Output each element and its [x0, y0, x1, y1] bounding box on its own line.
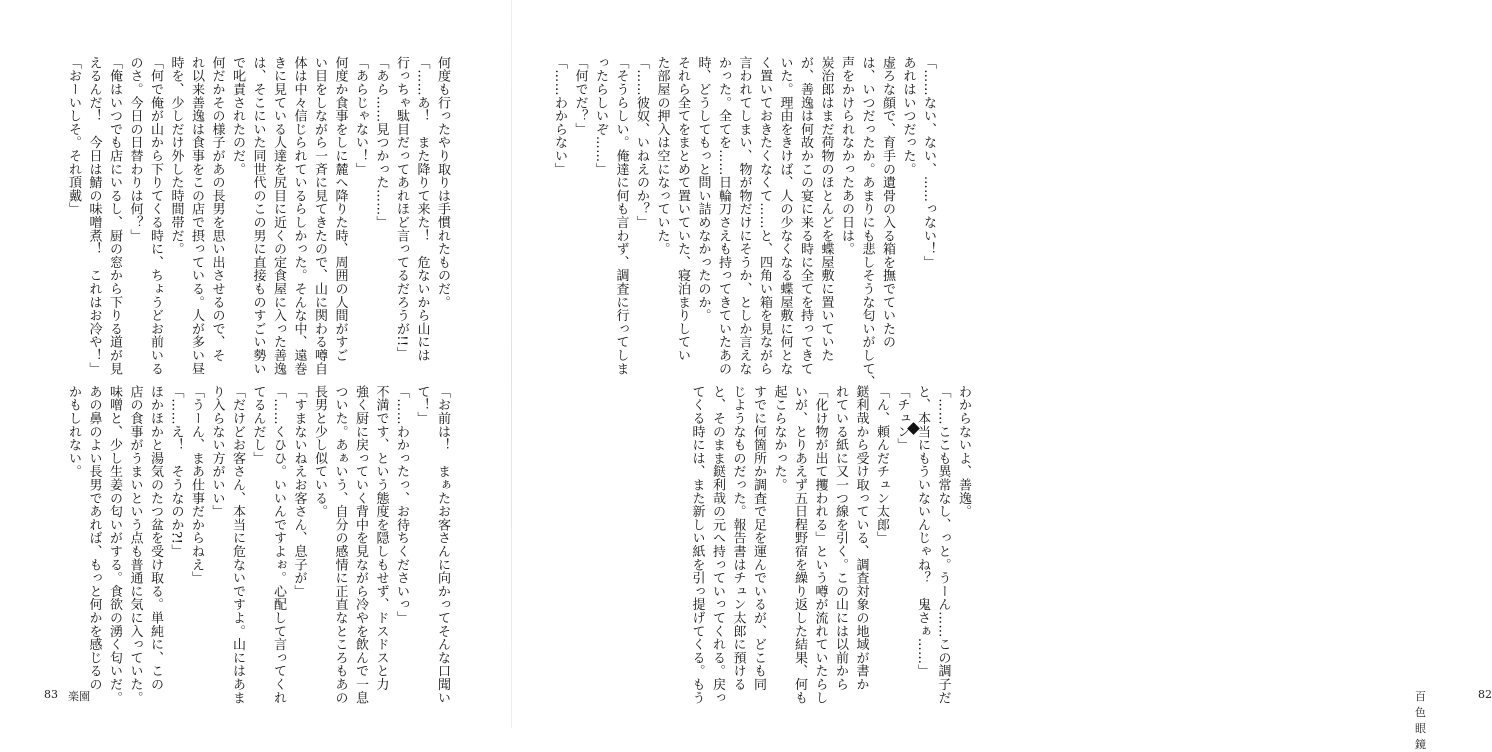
text-line: 行っちゃ駄目だってあれほど言ってるだろうが!!」: [394, 56, 409, 360]
text-line: 「……わかったっ、お待ちくださいっ」: [394, 385, 409, 625]
right-upper-text: [552, 56, 938, 389]
text-line: 不満です、という態度を隠しもせず、ドスドスと力: [373, 385, 389, 691]
text-line: と、そのまま鎹利哉の元へ持っていってくれる。戻っ: [710, 385, 725, 705]
text-line: 何度か食事をしに麓へ降りた時、周囲の人間がすご: [332, 56, 348, 362]
text-line: い目をしながら一斉に見てきたので、山に関わる噂自: [312, 56, 327, 376]
left-upper-text: [42, 56, 452, 376]
text-line: 鎹利哉から受け取っている、調査対象の地域が書か: [853, 385, 869, 691]
text-line: 「何で俺が山から下りてくる時に、ちょうどお前いる: [148, 56, 163, 376]
text-line: 「化け物が出て攫われる」という噂が流れていたらし: [812, 385, 828, 705]
text-line: 「……彼奴、いねえのか？」: [634, 56, 649, 229]
text-line: て！」: [414, 385, 430, 425]
text-line: 虚ろな顔で、育手の遺骨の入る箱を撫でていたの: [880, 56, 895, 349]
text-line: 「お前は！ まぁたお客さんに向かってそんな口聞い: [435, 385, 450, 705]
text-line: り入らない方がいい」: [209, 385, 225, 518]
text-line: 体は中々信じられているらしかった。そんな中、遠巻: [291, 56, 307, 376]
text-line: のさ。今日の日替わりは何？」: [127, 56, 143, 243]
text-line: 「そうらしい。俺達に何も言わず、調査に行ってしま: [613, 56, 629, 376]
running-title-right: 百色眼鏡: [1415, 690, 1426, 751]
text-line: じようなものだった。報告書はチュン太郎に預ける: [730, 385, 746, 691]
text-line: いが、とりあえず五日程野宿を繰り返した結果、何も: [792, 385, 807, 705]
text-line: く置いておきたくなくて……と、四角い箱を見ながら: [757, 56, 772, 376]
text-line: 「何でだ？」: [572, 56, 588, 136]
text-line: は、そこにいた同世代のこの男に直接ものすごい勢い: [250, 56, 266, 376]
text-line: は、いつだったか。あまりにも悲しそうな匂いがして、: [859, 56, 875, 389]
text-line: 「……ない、ない、……っない！」: [921, 56, 936, 269]
text-line: ったらしいぞ……」: [593, 56, 608, 176]
text-line: れている紙に又一つ線を引く。この山には以前から: [833, 385, 848, 691]
text-line: 味噌と、少し生姜の匂いがする。食欲の湧く匂いだ。: [107, 385, 122, 705]
text-line: えるんだ！ 今日は鯖の味噌煮！ これはお冷や！」: [86, 56, 102, 376]
text-line: 時、どうしてもっと問い詰めなかったのか。: [695, 56, 711, 322]
text-line: それら全てをまとめて置いていた、寝泊まりしてい: [675, 56, 690, 362]
text-line: 声をかけられなかったあの日は。: [839, 56, 854, 256]
text-line: 「すまないねえお客さん、息子が」: [291, 385, 307, 598]
text-line: で叱責されたのだ。: [230, 56, 245, 176]
text-line: と、本当にもういないんじゃね？ 鬼さぁ……」: [915, 385, 930, 678]
text-line: ほかほかと湯気のたつ盆を受け取る。単純に、この: [148, 385, 163, 691]
text-line: 「俺はいつでも店にいるし、厨の窓から下りる道が見: [107, 56, 122, 376]
text-line: 起こらなかった。: [771, 385, 787, 492]
page-number-right: 82: [1478, 688, 1492, 701]
page-number-left: 83: [44, 688, 58, 701]
running-title-left: 楽園: [68, 690, 90, 703]
text-line: あの鼻のよい長男であれば、もっと何かを感じるの: [86, 385, 102, 691]
text-line: 何度も行ったやり取りは手慣れたものだ。: [435, 56, 450, 309]
text-line: 「……え！ そうなのか?!」: [168, 385, 184, 558]
text-line: 「あら……見つかった……」: [373, 56, 389, 229]
text-line: 「……わからない」: [552, 56, 567, 176]
text-line: 強く厨に戻っていく背中を見ながら冷やを飲んで一息: [353, 385, 368, 705]
text-line: かった。全てを……日輪刀さえも持ってきていたあの: [716, 56, 731, 376]
text-line: てくる時には、また新しい紙を引っ提げてくる。もう: [689, 385, 705, 705]
text-line: わからないよ、善逸。: [956, 385, 971, 518]
text-line: が、善逸は何故かこの宴に来る時に全てを持ってきて: [798, 56, 813, 376]
right-lower-text: [598, 385, 973, 705]
text-line: 店の食事がうまいという点も普通に気に入っていた。: [127, 385, 143, 705]
text-line: ついた。あぁいう、自分の感情に正直なところもあの: [332, 385, 348, 705]
text-line: 「あらじゃない！」: [353, 56, 368, 176]
text-line: 「おーいしそ。それ頂戴」: [66, 56, 81, 216]
left-page: [0, 0, 512, 728]
text-line: かもしれない。: [66, 385, 81, 479]
text-line: 言われてしまい、物が物だけにそうか、としか言えな: [736, 56, 752, 376]
text-line: すでに何箇所か調査で足を運んでいるが、どこも同: [751, 385, 766, 691]
text-line: 長男と少し似ている。: [312, 385, 327, 518]
text-line: いた。理由をきけば、人の少なくなる蝶屋敷に何とな: [777, 56, 793, 376]
text-line: 炭治郎はまだ荷物のほとんどを蝶屋敷に置いていた: [818, 56, 834, 362]
text-line: 「……あ！ また降りて来た！ 危ないから山には: [414, 56, 430, 362]
text-line: 何だかその様子があの長男を思い出させるので、そ: [209, 56, 225, 362]
text-line: 「……くひひ。いいんですよぉ。心配して言ってくれ: [271, 385, 286, 705]
text-line: 「うーん、まあ仕事だからねえ」: [189, 385, 204, 585]
text-line: 「チュン」: [894, 385, 910, 452]
text-line: 「だけどお客さん、本当に危ないですよ。山にはあま: [230, 385, 245, 705]
text-line: れ以来善逸は食事をこの店で摂っている。人が多い昼: [189, 56, 204, 376]
text-line: きに見ている人達を尻目に近くの定食屋に入った善逸: [271, 56, 286, 376]
text-line: 「……ここも異常なし、っと。うーん……この調子だ: [935, 385, 951, 705]
text-line: あれはいつだった。: [900, 56, 916, 176]
text-line: た部屋の押入は空になっていた。: [654, 56, 670, 256]
text-line: てるんだし」: [250, 385, 266, 465]
text-line: 「ん、頼んだチュン太郎」: [874, 385, 889, 545]
text-line: 時を、少しだけ外した時間帯だ。: [168, 56, 184, 256]
